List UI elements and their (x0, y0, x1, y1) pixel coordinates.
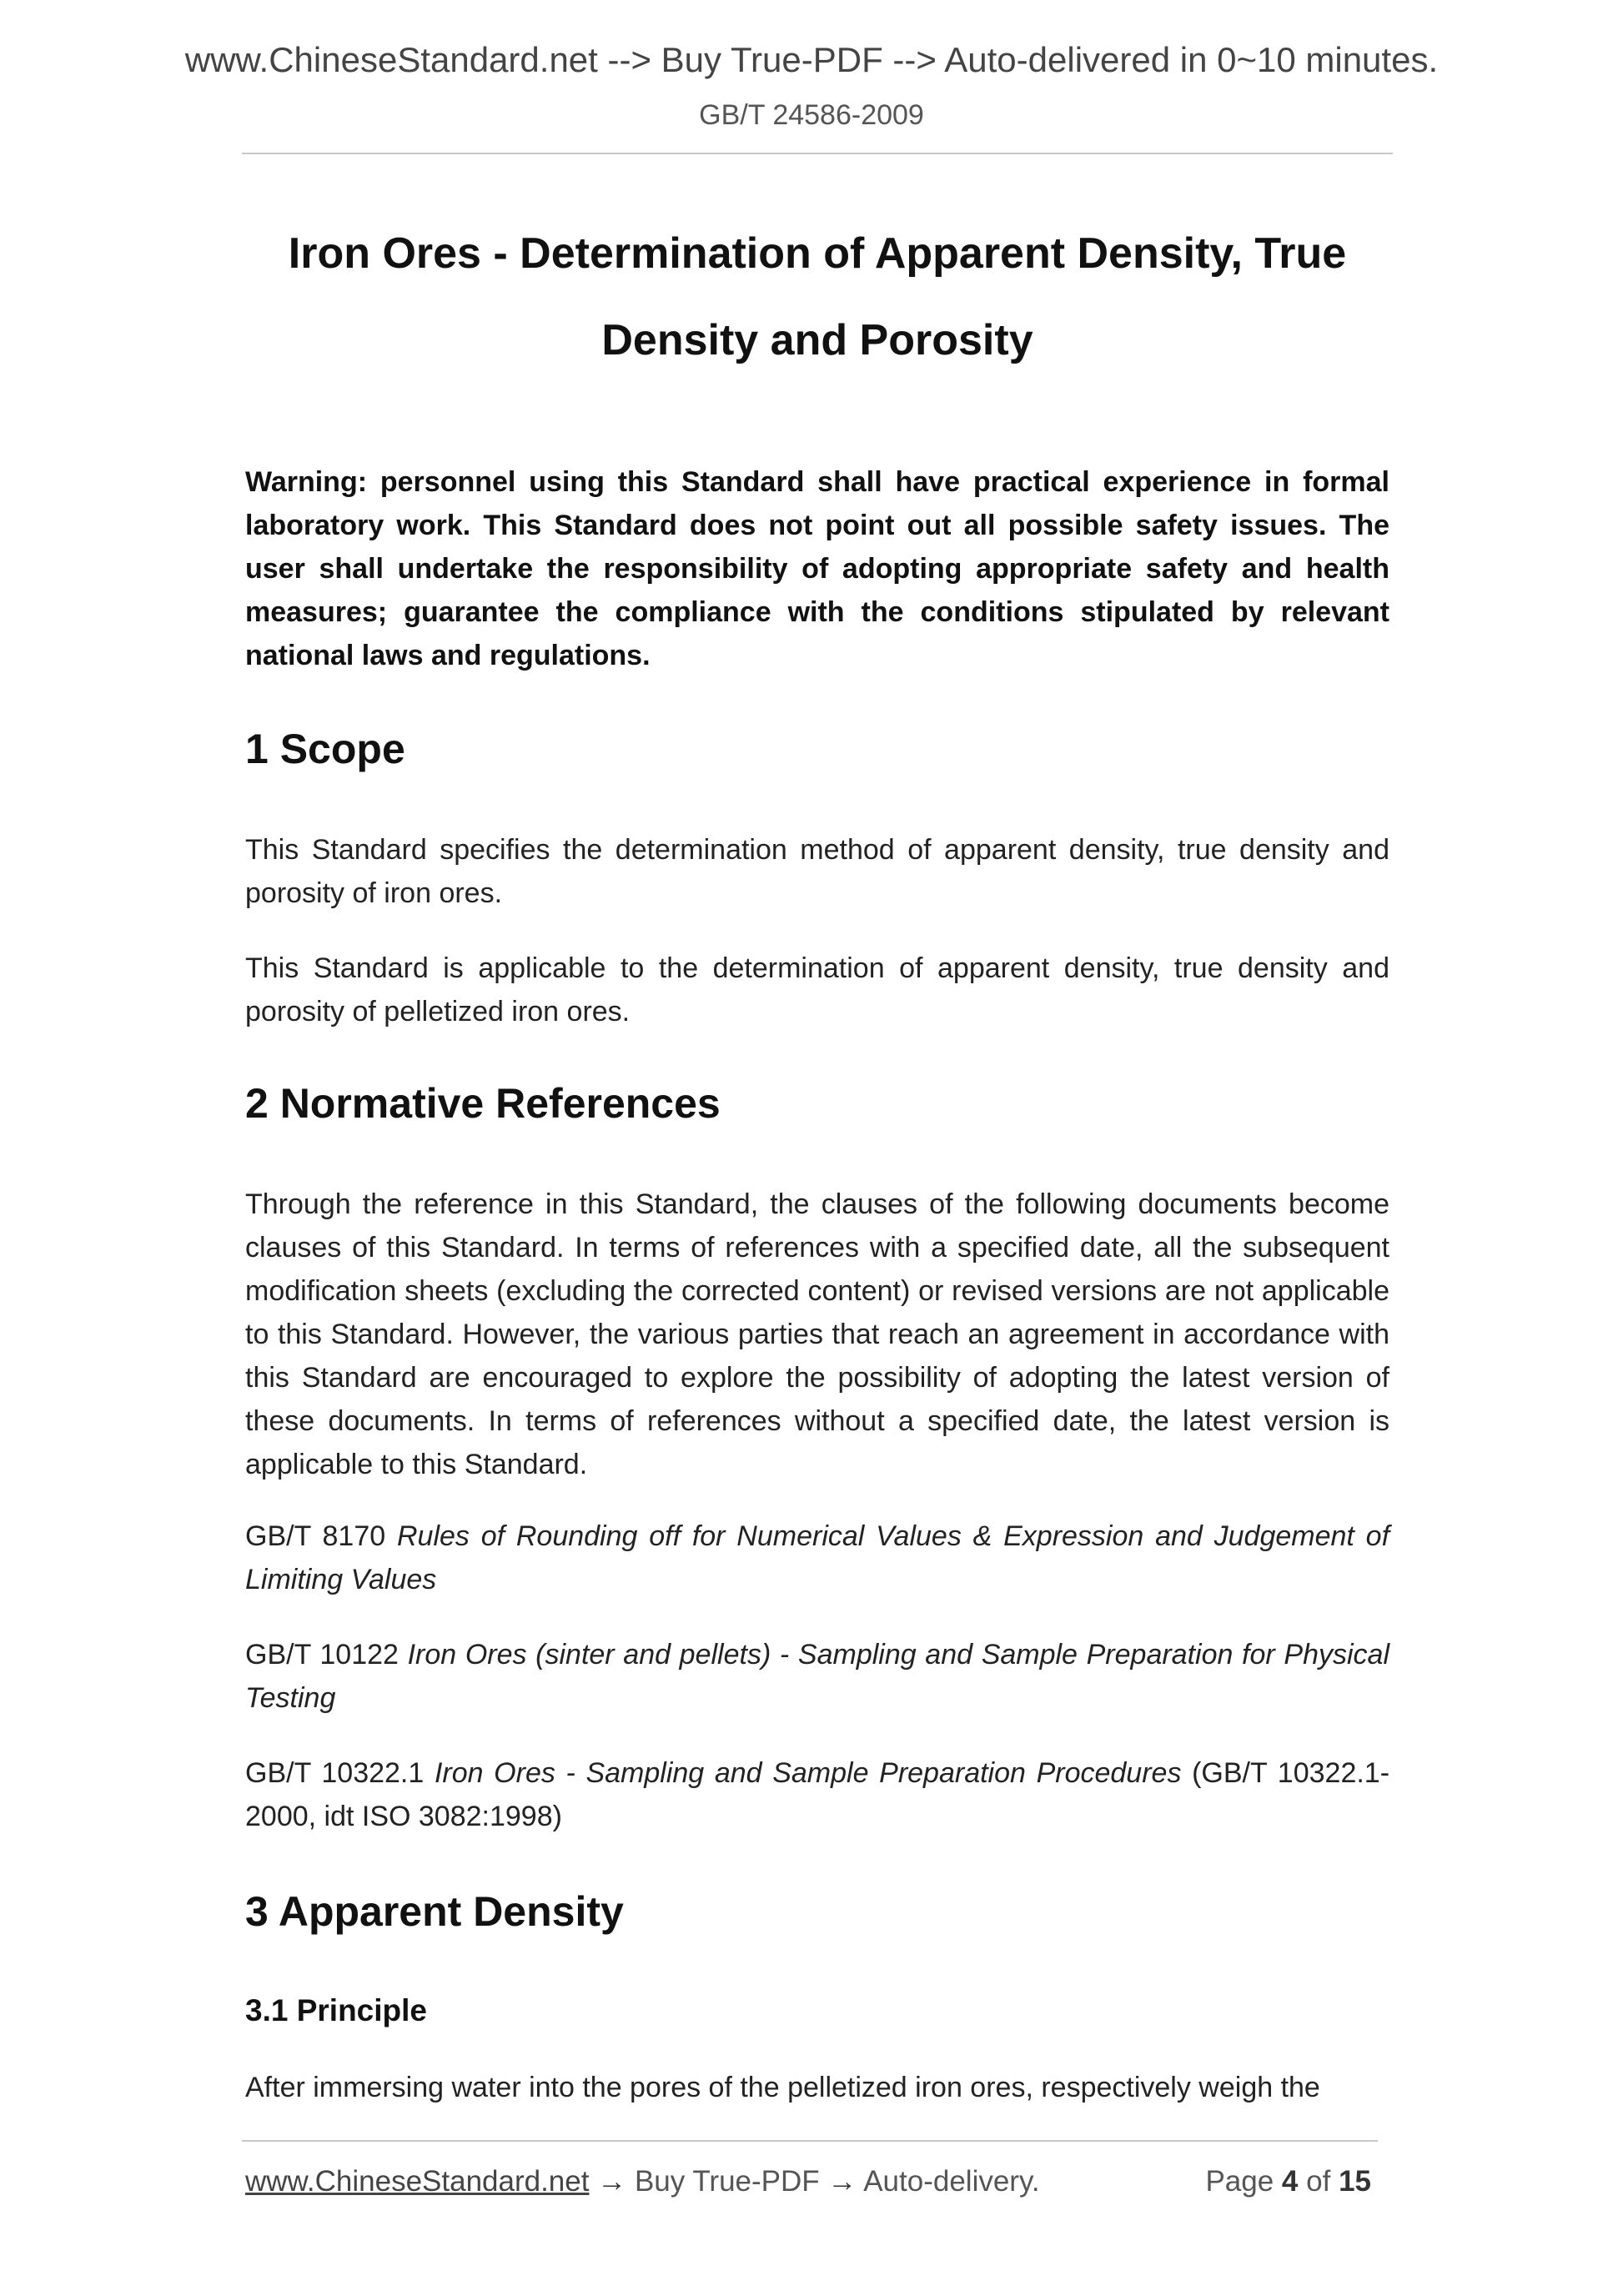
footer-delivery-text: Auto-delivery. (863, 2165, 1040, 2198)
warning-paragraph: Warning: personnel using this Standard shall have practical experience in formal laboratory work. This Standard does not point out all possible safety issues. The user shall undertake the responsibility of adopting appropriate safety and health measures; guarantee the compliance with the conditions stipulated by relevant national laws and regulations. (245, 466, 1389, 671)
page-word: Page (1205, 2165, 1274, 2198)
title-line-2: Density and Porosity (601, 316, 1033, 364)
scope-paragraph-2: This Standard is applicable to the determination of apparent density, true density and porosity of pelletized iron ores. (245, 952, 1389, 1027)
principle-paragraph: After immersing water into the pores of the pelletized iron ores, respectively weigh the (245, 2072, 1320, 2103)
reference-code: GB/T 10122 (245, 1639, 399, 1671)
site-banner: www.ChineseStandard.net --> Buy True-PDF --> Auto-delivered in 0~10 minutes. (184, 40, 1439, 79)
section-3-heading: 3 Apparent Density (245, 1888, 624, 1935)
page-indicator (1205, 2162, 1371, 2202)
reference-gbt-10122 (245, 1633, 1389, 1720)
footer-buy-text: Buy True-PDF (634, 2165, 820, 2198)
arrow-right-icon: → (597, 2165, 627, 2198)
title-line-1: Iron Ores - Determination of Apparent Density, True (288, 229, 1347, 278)
reference-title: Rules of Rounding off for Numerical Values & Expression and Judgement of Limiting Values (245, 1520, 1390, 1595)
section-1-heading: 1 Scope (245, 726, 405, 772)
footer-divider (242, 2140, 1378, 2142)
page-number: 4 (1281, 2165, 1299, 2198)
page-total: 15 (1339, 2165, 1371, 2198)
reference-gbt-10322-1 (245, 1751, 1389, 1838)
reference-gbt-8170 (245, 1515, 1389, 1601)
reference-code: GB/T 8170 (245, 1520, 386, 1552)
footer-site-link[interactable]: www.ChineseStandard.net (245, 2165, 590, 2198)
scope-paragraph-1: This Standard specifies the determination method of apparent density, true density and porosity of iron ores. (245, 834, 1389, 909)
reference-title: Iron Ores - Sampling and Sample Preparation Procedures (434, 1757, 1182, 1789)
subsection-3-1-heading: 3.1 Principle (245, 1993, 427, 2027)
section-2-heading: 2 Normative References (245, 1080, 721, 1127)
references-intro-paragraph: Through the reference in this Standard, the clauses of the following documents become clauses of this Standard. In terms of references with a specified date, all the subsequent modification sheets (excluding the corrected content) or revised versions are not applicable to this Standard. However, the various parties that reach an agreement in accordance with this Standard are encouraged to explore the possibility of adopting the latest version of these documents. In terms of references without a specified date, the latest version is applicable to this Standard. (245, 1188, 1389, 1480)
header-divider (242, 153, 1393, 154)
of-word: of (1306, 2165, 1331, 2198)
standard-code: GB/T 24586-2009 (699, 99, 924, 131)
reference-code: GB/T 10322.1 (245, 1757, 425, 1789)
page-footer (245, 2162, 1381, 2202)
reference-title: Iron Ores (sinter and pellets) - Sampling and Sample Preparation for Physical Testing (245, 1639, 1389, 1714)
arrow-right-icon: → (827, 2165, 857, 2198)
document-title (242, 210, 1393, 384)
reference-suffix: (GB/T 10322.1-2000, idt ISO 3082:1998) (245, 1757, 1390, 1832)
